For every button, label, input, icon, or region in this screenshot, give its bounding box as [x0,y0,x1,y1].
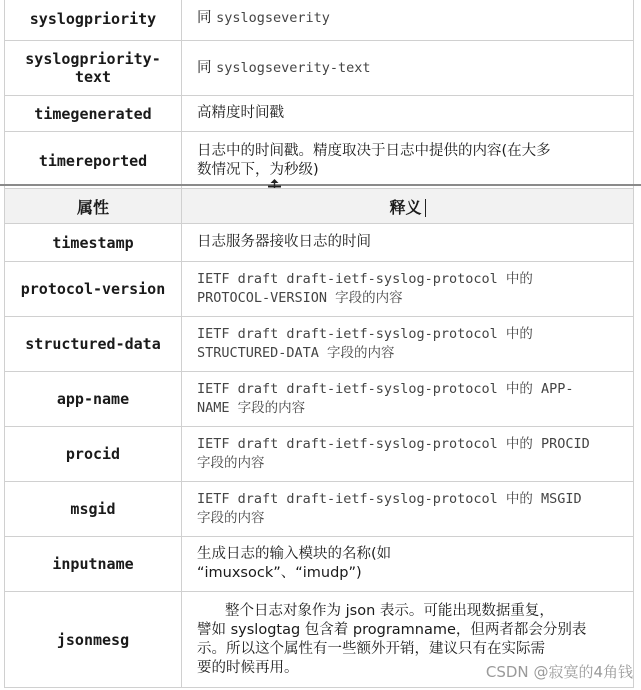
description-line: 生成日志的输入模块的名称(如 [197,546,392,562]
attribute-name: timereported [5,132,182,190]
description-line: 数情况下，为秒级) [197,161,319,178]
table-header-row [5,189,634,224]
attribute-name: app-name [5,372,182,427]
description-line: 字段的内容 [197,455,265,471]
attribute-name: syslogpriority [5,0,182,41]
description-line: IETF draft draft-ietf-syslog-protocol 中的 PROCID [197,436,590,452]
attribute-name: jsonmesg [5,592,182,688]
attribute-description [182,537,634,592]
table-row [5,96,634,132]
description-line: “imuxsock”、“imudp”) [197,565,362,581]
attribute-description [182,0,634,41]
attribute-name-line: text [74,68,112,86]
previous-page-table [4,0,634,190]
attribute-name: msgid [5,482,182,537]
description-line: IETF draft draft-ietf-syslog-protocol 中的 [197,271,533,287]
attribute-description [182,482,634,537]
attribute-name: timestamp [5,224,182,262]
attribute-description [182,372,634,427]
description-line: NAME 字段的内容 [197,400,306,416]
description-line: 日志中的时间戳。精度取决于日志中提供的内容(在大多 [197,142,551,159]
description-mono-text: syslogseverity [216,10,330,26]
attribute-name [5,41,182,96]
description-line: IETF draft draft-ietf-syslog-protocol 中的 APP- [197,381,574,397]
attribute-name: timegenerated [5,96,182,132]
column-header-description-label: 释义 [389,197,422,217]
attribute-name: inputname [5,537,182,592]
description-text: 同 [197,10,217,26]
attributes-table [4,188,634,688]
description-line: PROTOCOL-VERSION 字段的内容 [197,290,403,306]
table-row [5,427,634,482]
csdn-watermark [486,661,633,682]
table-row [5,132,634,190]
attribute-description [182,262,634,317]
attribute-description [182,317,634,372]
attribute-description [182,427,634,482]
attribute-name: procid [5,427,182,482]
table-row [5,482,634,537]
table-row [5,0,634,41]
attribute-description [182,224,634,262]
description-line: 示。所以这个属性有一些额外开销，建议只有在实际需 [197,640,545,657]
text-cursor[interactable] [425,199,426,217]
page-break-line [0,184,641,186]
description-text: 同 [197,59,217,76]
attribute-description [182,132,634,190]
description-line [197,602,627,621]
column-header-attribute: 属性 [5,189,182,224]
attribute-description [182,41,634,96]
table-row [5,372,634,427]
description-line: STRUCTURED-DATA 字段的内容 [197,345,395,361]
table-row [5,262,634,317]
table-row [5,41,634,96]
attribute-name-line: syslogpriority- [25,50,161,68]
watermark-site: CSDN [485,663,529,681]
description-mono-text: syslogseverity-text [216,59,371,76]
watermark-author: @寂寞的4角钱 [533,663,633,681]
table-row [5,317,634,372]
description-line: 字段的内容 [197,510,265,526]
description-line: 要的时候再用。 [197,659,299,676]
attribute-name: structured-data [5,317,182,372]
attribute-description: 高精度时间戳 [182,96,634,132]
table-row [5,224,634,262]
description-line: IETF draft draft-ietf-syslog-protocol 中的 MSGID [197,491,582,507]
attribute-name: protocol-version [5,262,182,317]
description-line-text: 整个日志对象作为 json 表示。可能出现数据重复， [225,602,554,619]
description-line: 日志服务器接收日志的时间 [197,234,371,250]
description-line: 譬如 syslogtag 包含着 programname，但两者都会分别表 [197,621,587,638]
description-line: IETF draft draft-ietf-syslog-protocol 中的 [197,326,533,342]
column-header-description [182,189,634,224]
table-row [5,537,634,592]
